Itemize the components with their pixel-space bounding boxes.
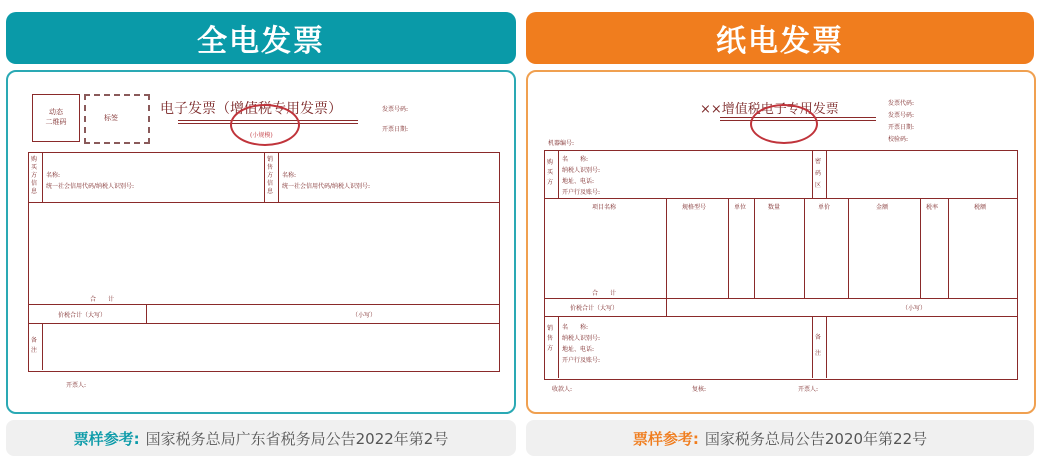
left-footer-text: 国家税务总局广东省税务局公告2022年第2号	[145, 429, 449, 448]
right-total-label: 合 计	[592, 290, 617, 297]
seller-field-address: 地址、电话:	[562, 346, 595, 353]
left-drawer-label: 开票人:	[66, 382, 87, 389]
right-tax-total-label: 价税合计（大写）	[570, 305, 619, 312]
col-amount: 金额	[876, 204, 889, 211]
seller-side-label: 销售方	[547, 325, 554, 352]
left-invoice	[26, 90, 502, 400]
buyer-field-taxid: 纳税人识别号:	[562, 167, 601, 174]
right-lower-label: （小写）	[902, 305, 927, 312]
left-footer	[6, 420, 516, 456]
seller-name-label: 名称:	[282, 172, 297, 179]
qr-label: 动态 二维码	[45, 108, 67, 126]
left-remark-label: 备注	[31, 337, 38, 354]
seller-id-label: 统一社会信用代码/纳税人识别号:	[282, 183, 371, 190]
right-remark-label: 备注	[815, 334, 822, 357]
seal-stamp	[230, 104, 300, 146]
seal-text: (小规模)	[250, 132, 273, 139]
machine-no-label: 机器编号:	[548, 140, 575, 147]
left-total-label: 合 计	[90, 296, 115, 303]
left-panel	[6, 70, 516, 414]
seller-field-bank: 开户行及账号:	[562, 357, 601, 364]
left-lower-label: （小写）	[352, 312, 377, 319]
right-invoice-title: ××增值税电子专用发票	[700, 102, 839, 117]
invoice-number-label: 发票号码:	[888, 112, 915, 119]
right-banner-title: 纸电发票	[716, 24, 844, 59]
right-footer	[526, 420, 1034, 456]
reviewer-label: 复核:	[692, 386, 707, 393]
right-banner	[526, 12, 1034, 64]
buyer-field-name: 名 称:	[562, 156, 589, 163]
left-footer-label: 票样参考:	[73, 429, 140, 448]
right-invoice	[542, 90, 1022, 400]
check-code-label: 校验码:	[888, 136, 909, 143]
seller-field-taxid: 纳税人识别号:	[562, 335, 601, 342]
left-banner	[6, 12, 516, 64]
right-main-table	[544, 150, 1018, 380]
right-footer-label: 票样参考:	[632, 429, 699, 448]
issue-date-label: 开票日期:	[382, 126, 409, 133]
seller-field-name: 名 称:	[562, 324, 589, 331]
left-tax-total-label: 价税合计（大写）	[58, 312, 107, 319]
right-footer-text: 国家税务总局公告2020年第22号	[704, 429, 928, 448]
buyer-name-label: 名称:	[46, 172, 61, 179]
invoice-code-label: 发票代码:	[888, 100, 915, 107]
buyer-side-label: 购买方信息	[31, 156, 38, 195]
right-drawer-label: 开票人:	[798, 386, 819, 393]
invoice-no-label: 发票号码:	[382, 106, 409, 113]
qr-code-box	[32, 94, 80, 142]
col-qty: 数量	[768, 204, 781, 211]
col-tax-rate: 税率	[926, 204, 939, 211]
right-seal-stamp	[750, 104, 818, 144]
mark-box	[84, 94, 150, 144]
buyer-field-bank: 开户行及账号:	[562, 189, 601, 196]
col-tax-amount: 税额	[974, 204, 987, 211]
right-panel	[526, 70, 1036, 414]
col-spec: 规格型号	[682, 204, 707, 211]
col-unit: 单位	[734, 204, 747, 211]
seller-side-label: 销售方信息	[267, 156, 274, 195]
left-banner-title: 全电发票	[197, 24, 325, 59]
buyer-side-label: 购买方	[547, 159, 554, 186]
buyer-field-address: 地址、电话:	[562, 178, 595, 185]
issue-date-label: 开票日期:	[888, 124, 915, 131]
payee-label: 收款人:	[552, 386, 573, 393]
col-item-name: 项目名称	[592, 204, 617, 211]
left-invoice-title: 电子发票（增值税专用发票）	[160, 101, 342, 117]
cipher-label: 密码区	[815, 158, 822, 189]
col-price: 单价	[818, 204, 831, 211]
mark-label: 标签	[104, 114, 118, 122]
buyer-id-label: 统一社会信用代码/纳税人识别号:	[46, 183, 135, 190]
